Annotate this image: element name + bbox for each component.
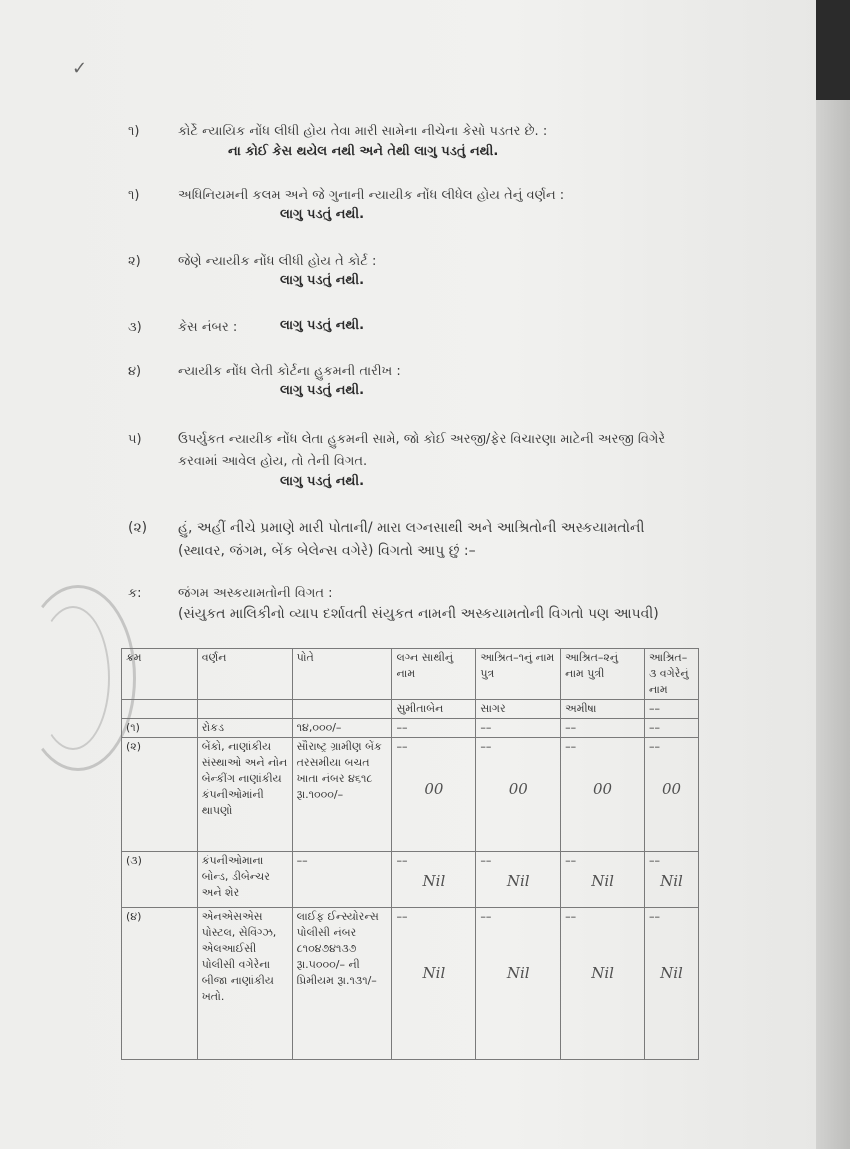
row-self: સૌરાષ્ટ્ર ગ્રામીણ બેંક તરસમીયા બચત ખાતા નંબર ૪૬૧૮ રૂા.૧૦૦૦/– [292, 738, 392, 852]
item-number: ૧) [128, 188, 140, 203]
movable-assets-table [121, 648, 699, 1060]
table-header-row [122, 649, 699, 700]
table-cell: સુમીતાબેન [392, 700, 476, 719]
handwritten-mark: Nil [660, 872, 683, 890]
item-5-answer: લાગુ પડતું નથી. [280, 383, 365, 398]
row-spouse [392, 852, 476, 908]
dash: –– [648, 854, 660, 867]
dash: –– [396, 910, 408, 923]
handwritten-mark: Nil [506, 964, 530, 982]
item-text: કેસ નંબર : [178, 320, 238, 335]
table-names-row [122, 700, 699, 719]
row-dependent-2 [561, 738, 645, 852]
header-cell: પોતે [292, 649, 392, 700]
table-cell: સાગર [476, 700, 561, 719]
row-dependent-1 [476, 738, 561, 852]
row-number: (૩) [122, 852, 198, 908]
row-description: રોકડ [197, 719, 292, 738]
handwritten-mark: 00 [661, 780, 682, 798]
item-text: કોર્ટે ન્યાયિક નોંધ લીધી હોય તેવા મારી સામેના નીચેના કેસો પડતર છે. : [178, 124, 548, 139]
row-spouse: –– [392, 719, 476, 738]
header-cell: ક્રમ [122, 649, 198, 700]
item-text: જેણે ન્યાયીક નોંધ લીધી હોય તે કોર્ટ : [178, 254, 377, 269]
item-number: ૪) [128, 364, 142, 379]
item-number: ૧) [128, 124, 140, 139]
row-dependent-1: –– [476, 719, 561, 738]
handwritten-mark: 00 [508, 780, 528, 798]
handwritten-mark: Nil [506, 872, 530, 890]
table-cell [197, 700, 292, 719]
handwritten-mark: Nil [422, 872, 446, 890]
table-cell [292, 700, 392, 719]
table-row [122, 719, 699, 738]
row-description: બેંકો, નાણાંકીય સંસ્થાઓ અને નોન બેન્કીંગ નાણાંકીય કંપનીઓમાંની થાપણો [197, 738, 292, 852]
row-spouse [392, 738, 476, 852]
row-dependent-3: –– [644, 719, 698, 738]
item-text: જંગમ અસ્કયામતોની વિગત : [178, 586, 333, 601]
item-text: હું, અહીં નીચે પ્રમાણે મારી પોતાની/ મારા લગ્નસાથી અને આશ્રિતોની અસ્કયામતોની [178, 520, 645, 536]
dash: –– [396, 740, 408, 753]
dash: –– [565, 910, 577, 923]
scan-edge-shadow [816, 100, 850, 1149]
row-dependent-1 [476, 852, 561, 908]
dash: –– [565, 854, 577, 867]
row-description: એનએસએસ પોસ્ટલ, સેવિંગ્ઝ, એલઆઈસી પોલીસી વગેરેના બીજા નાણાંકીય ખતો. [197, 908, 292, 1060]
row-number: (૨) [122, 738, 198, 852]
handwritten-mark: Nil [422, 964, 446, 982]
dash: –– [480, 910, 492, 923]
row-number: (૧) [122, 719, 198, 738]
handwritten-mark: Nil [591, 872, 614, 890]
table-row [122, 738, 699, 852]
item-4-answer: લાગુ પડતું નથી. [280, 318, 365, 333]
item-1-answer: ના કોઈ કેસ થયેલ નથી અને તેથી લાગુ પડતું નથી. [228, 144, 499, 159]
item-number: ૩) [128, 320, 142, 335]
row-self: ૧૪,૦૦૦/– [292, 719, 392, 738]
header-cell: આશ્રિત–૧નું નામ પુત્ર [476, 649, 561, 700]
dash: –– [480, 740, 492, 753]
row-dependent-1 [476, 908, 561, 1060]
stamp-seal-inner [36, 606, 110, 750]
row-spouse [392, 908, 476, 1060]
table-row [122, 852, 699, 908]
dash: –– [565, 740, 577, 753]
item-text: ઉપર્યુકત ન્યાયીક નોંધ લેતા હુકમની સામે, જો કોઈ અરજી/ફેર વિચારણા માટેની અરજી વિગેરે [178, 432, 666, 447]
header-cell: લગ્ન સાથીનું નામ [392, 649, 476, 700]
item-text: ન્યાયીક નોંધ લેતી કોર્ટના હુકમની તારીખ : [178, 364, 401, 379]
table-cell [122, 700, 198, 719]
row-self: લાઈફ ઈન્સ્યોરન્સ પોલીસી નંબર ૮૧૦૪૭૪૧૩૭ રૂા.૫૦૦૦/– ની પ્રિમીયમ રૂા.૧૩૧/– [292, 908, 392, 1060]
dash: –– [648, 740, 660, 753]
table-row [122, 908, 699, 1060]
item-number: (૨) [128, 520, 148, 536]
handwritten-mark: 00 [424, 780, 444, 798]
handwritten-mark: 00 [593, 780, 613, 798]
header-cell: આશ્રિત–૩ વગેરેનું નામ [644, 649, 698, 700]
row-dependent-2: –– [561, 719, 645, 738]
dash: –– [648, 910, 660, 923]
row-dependent-3 [644, 852, 698, 908]
row-self: –– [292, 852, 392, 908]
item-number: ક: [128, 586, 142, 601]
item-number: ૫) [128, 432, 142, 447]
item-text: અધિનિયમની કલમ અને જે ગુનાની ન્યાયીક નોંધ લીધેલ હોય તેનું વર્ણન : [178, 188, 565, 203]
row-number: (૪) [122, 908, 198, 1060]
header-cell: વર્ણન [197, 649, 292, 700]
pen-mark: ✓ [72, 58, 88, 79]
item-6-answer: લાગુ પડતું નથી. [280, 474, 365, 489]
dash: –– [396, 854, 408, 867]
dash: –– [480, 854, 492, 867]
item-text: (સ્થાવર, જંગમ, બેંક બેલેન્સ વગેરે) વિગતો આપુ છું :– [178, 543, 476, 559]
row-dependent-2 [561, 852, 645, 908]
row-dependent-3 [644, 908, 698, 1060]
table-cell: –– [644, 700, 698, 719]
table-cell: અમીષા [561, 700, 645, 719]
row-dependent-2 [561, 908, 645, 1060]
item-3-answer: લાગુ પડતું નથી. [280, 273, 365, 288]
handwritten-mark: Nil [591, 964, 614, 982]
item-text: કરવામાં આવેલ હોય, તો તેની વિગત. [178, 454, 368, 469]
row-description: કંપનીઓમાના બોન્ડ, ડીબેન્ચર અને શેર [197, 852, 292, 908]
header-cell: આશ્રિત–૨નું નામ પુત્રી [561, 649, 645, 700]
row-dependent-3 [644, 738, 698, 852]
scan-edge [816, 0, 850, 100]
item-2-answer: લાગુ પડતું નથી. [280, 207, 365, 222]
handwritten-mark: Nil [660, 964, 683, 982]
item-number: ૨) [128, 254, 141, 269]
item-text: (સંયુકત માલિકીનો વ્યાપ દર્શાવતી સંયુકત નામની અસ્કયામતોની વિગતો પણ આપવી) [178, 606, 659, 622]
